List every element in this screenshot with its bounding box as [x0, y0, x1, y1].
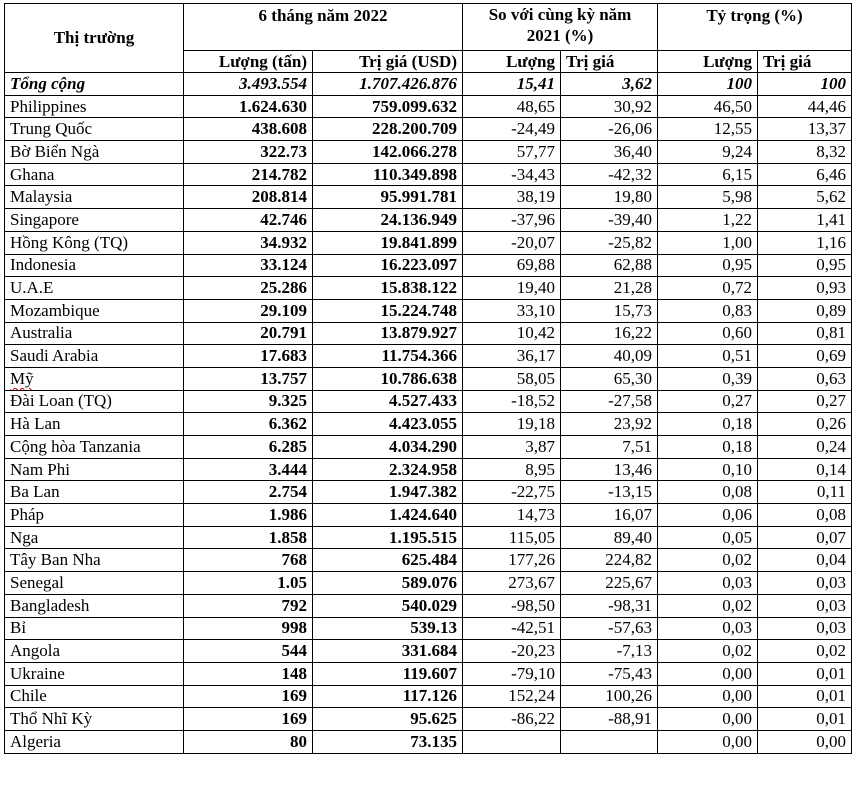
value-usd: 119.607	[313, 662, 463, 685]
change-volume: 10,42	[463, 322, 561, 345]
value-usd: 1.947.382	[313, 481, 463, 504]
volume-tons: 13.757	[184, 367, 313, 390]
table-row	[5, 572, 852, 595]
share-value: 0,02	[758, 640, 852, 663]
share-volume: 0,00	[658, 730, 758, 753]
table-row	[5, 504, 852, 527]
share-value: 0,24	[758, 436, 852, 459]
share-value: 0,03	[758, 594, 852, 617]
volume-tons: 20.791	[184, 322, 313, 345]
share-volume: 0,18	[658, 436, 758, 459]
share-volume: 0,83	[658, 299, 758, 322]
change-volume: -37,96	[463, 209, 561, 232]
value-usd: 11.754.366	[313, 345, 463, 368]
market-name: Algeria	[5, 730, 184, 753]
market-name: Australia	[5, 322, 184, 345]
market-name	[5, 367, 184, 390]
change-value: -39,40	[561, 209, 658, 232]
table-row	[5, 186, 852, 209]
share-value: 0,63	[758, 367, 852, 390]
change-volume: 19,18	[463, 413, 561, 436]
value-usd: 331.684	[313, 640, 463, 663]
total-change-volume: 15,41	[463, 73, 561, 96]
table-row	[5, 436, 852, 459]
value-usd: 16.223.097	[313, 254, 463, 277]
table-row	[5, 118, 852, 141]
change-value: 62,88	[561, 254, 658, 277]
share-volume: 9,24	[658, 141, 758, 164]
market-name: Philippines	[5, 95, 184, 118]
share-volume: 0,06	[658, 504, 758, 527]
volume-tons: 6.362	[184, 413, 313, 436]
table-row	[5, 413, 852, 436]
header-compare-value: Trị giá	[561, 51, 658, 73]
share-volume: 5,98	[658, 186, 758, 209]
volume-tons: 998	[184, 617, 313, 640]
volume-tons: 34.932	[184, 231, 313, 254]
change-value: 21,28	[561, 277, 658, 300]
value-usd: 228.200.709	[313, 118, 463, 141]
table-row	[5, 367, 852, 390]
volume-tons: 2.754	[184, 481, 313, 504]
change-value: -88,91	[561, 708, 658, 731]
value-usd: 540.029	[313, 594, 463, 617]
share-value: 0,03	[758, 617, 852, 640]
market-name: Ukraine	[5, 662, 184, 685]
share-volume: 0,02	[658, 594, 758, 617]
volume-tons: 1.624.630	[184, 95, 313, 118]
change-value: 30,92	[561, 95, 658, 118]
value-usd: 625.484	[313, 549, 463, 572]
change-volume: 115,05	[463, 526, 561, 549]
market-name: Hà Lan	[5, 413, 184, 436]
share-volume: 0,18	[658, 413, 758, 436]
table-row	[5, 390, 852, 413]
value-usd: 1.195.515	[313, 526, 463, 549]
share-value: 0,26	[758, 413, 852, 436]
share-volume: 0,10	[658, 458, 758, 481]
change-value: -27,58	[561, 390, 658, 413]
change-value: 36,40	[561, 141, 658, 164]
volume-tons: 169	[184, 708, 313, 731]
table-row	[5, 594, 852, 617]
change-value: 7,51	[561, 436, 658, 459]
change-value: 15,73	[561, 299, 658, 322]
market-name: Saudi Arabia	[5, 345, 184, 368]
share-value: 0,14	[758, 458, 852, 481]
value-usd: 142.066.278	[313, 141, 463, 164]
market-name: Đài Loan (TQ)	[5, 390, 184, 413]
value-usd: 2.324.958	[313, 458, 463, 481]
header-compare: So với cùng kỳ năm 2021 (%)	[463, 4, 658, 51]
header-value-usd: Trị giá (USD)	[313, 51, 463, 73]
market-name: Trung Quốc	[5, 118, 184, 141]
table-row	[5, 640, 852, 663]
volume-tons: 214.782	[184, 163, 313, 186]
market-name: Angola	[5, 640, 184, 663]
share-value: 0,04	[758, 549, 852, 572]
value-usd: 24.136.949	[313, 209, 463, 232]
volume-tons: 9.325	[184, 390, 313, 413]
value-usd: 73.135	[313, 730, 463, 753]
share-volume: 0,02	[658, 549, 758, 572]
market-name: Bangladesh	[5, 594, 184, 617]
share-value: 0,27	[758, 390, 852, 413]
change-value: -13,15	[561, 481, 658, 504]
change-value: 23,92	[561, 413, 658, 436]
volume-tons: 3.444	[184, 458, 313, 481]
share-value: 0,00	[758, 730, 852, 753]
table-row	[5, 458, 852, 481]
value-usd: 4.527.433	[313, 390, 463, 413]
volume-tons: 33.124	[184, 254, 313, 277]
table-row	[5, 163, 852, 186]
share-volume: 0,39	[658, 367, 758, 390]
header-share-value: Trị giá	[758, 51, 852, 73]
share-value: 0,81	[758, 322, 852, 345]
change-volume: -79,10	[463, 662, 561, 685]
table-row	[5, 730, 852, 753]
change-volume: 273,67	[463, 572, 561, 595]
table-row	[5, 662, 852, 685]
change-volume: -18,52	[463, 390, 561, 413]
share-volume: 0,03	[658, 572, 758, 595]
header-period: 6 tháng năm 2022	[184, 4, 463, 51]
volume-tons: 792	[184, 594, 313, 617]
volume-tons: 1.858	[184, 526, 313, 549]
value-usd: 19.841.899	[313, 231, 463, 254]
change-value: 100,26	[561, 685, 658, 708]
share-volume: 0,00	[658, 662, 758, 685]
share-value: 13,37	[758, 118, 852, 141]
share-volume: 0,95	[658, 254, 758, 277]
volume-tons: 1.05	[184, 572, 313, 595]
change-value: 19,80	[561, 186, 658, 209]
change-volume: 33,10	[463, 299, 561, 322]
share-volume: 0,05	[658, 526, 758, 549]
volume-tons: 25.286	[184, 277, 313, 300]
change-value: -7,13	[561, 640, 658, 663]
change-volume: 152,24	[463, 685, 561, 708]
share-value: 6,46	[758, 163, 852, 186]
volume-tons: 438.608	[184, 118, 313, 141]
header-share: Tỷ trọng (%)	[658, 4, 852, 51]
share-value: 0,01	[758, 708, 852, 731]
market-name: Singapore	[5, 209, 184, 232]
value-usd: 4.034.290	[313, 436, 463, 459]
share-value: 5,62	[758, 186, 852, 209]
share-volume: 12,55	[658, 118, 758, 141]
change-value: 65,30	[561, 367, 658, 390]
share-volume: 0,72	[658, 277, 758, 300]
change-volume: -98,50	[463, 594, 561, 617]
market-name: Ghana	[5, 163, 184, 186]
change-volume: 177,26	[463, 549, 561, 572]
volume-tons: 6.285	[184, 436, 313, 459]
change-value: 16,07	[561, 504, 658, 527]
share-volume: 0,03	[658, 617, 758, 640]
total-value: 1.707.426.876	[313, 73, 463, 96]
market-name: Ba Lan	[5, 481, 184, 504]
table-row	[5, 254, 852, 277]
share-volume: 0,60	[658, 322, 758, 345]
total-share-value: 100	[758, 73, 852, 96]
table-row	[5, 209, 852, 232]
market-name: Mozambique	[5, 299, 184, 322]
value-usd: 95.625	[313, 708, 463, 731]
market-name: Senegal	[5, 572, 184, 595]
share-volume: 0,02	[658, 640, 758, 663]
value-usd: 539.13	[313, 617, 463, 640]
change-volume: 38,19	[463, 186, 561, 209]
value-usd: 589.076	[313, 572, 463, 595]
value-usd: 15.224.748	[313, 299, 463, 322]
value-usd: 1.424.640	[313, 504, 463, 527]
share-value: 8,32	[758, 141, 852, 164]
table-row	[5, 277, 852, 300]
volume-tons: 322.73	[184, 141, 313, 164]
share-volume: 0,27	[658, 390, 758, 413]
spellcheck-underline: Mỹ	[10, 368, 34, 388]
share-value: 0,08	[758, 504, 852, 527]
volume-tons: 80	[184, 730, 313, 753]
change-volume: 3,87	[463, 436, 561, 459]
change-value: -26,06	[561, 118, 658, 141]
share-volume: 0,00	[658, 708, 758, 731]
change-volume: -20,07	[463, 231, 561, 254]
total-change-value: 3,62	[561, 73, 658, 96]
change-volume: 69,88	[463, 254, 561, 277]
market-name: Tây Ban Nha	[5, 549, 184, 572]
share-value: 1,41	[758, 209, 852, 232]
change-volume: -20,23	[463, 640, 561, 663]
change-value: -57,63	[561, 617, 658, 640]
share-volume: 0,51	[658, 345, 758, 368]
share-volume: 1,00	[658, 231, 758, 254]
market-name: Malaysia	[5, 186, 184, 209]
market-name: U.A.E	[5, 277, 184, 300]
volume-tons: 17.683	[184, 345, 313, 368]
change-volume: 57,77	[463, 141, 561, 164]
value-usd: 117.126	[313, 685, 463, 708]
change-value: -42,32	[561, 163, 658, 186]
table-row	[5, 685, 852, 708]
change-volume	[463, 730, 561, 753]
volume-tons: 169	[184, 685, 313, 708]
change-volume: -86,22	[463, 708, 561, 731]
value-usd: 13.879.927	[313, 322, 463, 345]
table-row	[5, 708, 852, 731]
change-volume: -22,75	[463, 481, 561, 504]
change-volume: 14,73	[463, 504, 561, 527]
change-value: 16,22	[561, 322, 658, 345]
market-name: Cộng hòa Tanzania	[5, 436, 184, 459]
volume-tons: 42.746	[184, 209, 313, 232]
total-label: Tổng cộng	[5, 73, 184, 96]
change-volume: 36,17	[463, 345, 561, 368]
value-usd: 15.838.122	[313, 277, 463, 300]
table-row	[5, 549, 852, 572]
value-usd: 4.423.055	[313, 413, 463, 436]
change-value: 225,67	[561, 572, 658, 595]
change-value: -98,31	[561, 594, 658, 617]
market-name: Nga	[5, 526, 184, 549]
table-row	[5, 526, 852, 549]
table-row	[5, 481, 852, 504]
market-name: Thổ Nhĩ Kỳ	[5, 708, 184, 731]
table-row	[5, 299, 852, 322]
change-volume: 19,40	[463, 277, 561, 300]
table-row	[5, 141, 852, 164]
share-value: 0,01	[758, 662, 852, 685]
change-volume: 8,95	[463, 458, 561, 481]
total-row	[5, 73, 852, 96]
share-value: 0,89	[758, 299, 852, 322]
volume-tons: 544	[184, 640, 313, 663]
change-value: 13,46	[561, 458, 658, 481]
value-usd: 110.349.898	[313, 163, 463, 186]
change-volume: -34,43	[463, 163, 561, 186]
value-usd: 759.099.632	[313, 95, 463, 118]
header-market: Thị trường	[5, 4, 184, 73]
market-name: Hồng Kông (TQ)	[5, 231, 184, 254]
header-compare-volume: Lượng	[463, 51, 561, 73]
change-volume: 48,65	[463, 95, 561, 118]
value-usd: 95.991.781	[313, 186, 463, 209]
volume-tons: 29.109	[184, 299, 313, 322]
share-value: 44,46	[758, 95, 852, 118]
volume-tons: 768	[184, 549, 313, 572]
change-volume: -24,49	[463, 118, 561, 141]
market-name: Bờ Biển Ngà	[5, 141, 184, 164]
share-volume: 0,00	[658, 685, 758, 708]
header-volume-tons: Lượng (tấn)	[184, 51, 313, 73]
volume-tons: 148	[184, 662, 313, 685]
table-row	[5, 617, 852, 640]
share-volume: 6,15	[658, 163, 758, 186]
share-volume: 1,22	[658, 209, 758, 232]
share-volume: 0,08	[658, 481, 758, 504]
table-row	[5, 322, 852, 345]
total-volume: 3.493.554	[184, 73, 313, 96]
share-volume: 46,50	[658, 95, 758, 118]
share-value: 0,01	[758, 685, 852, 708]
change-value: -75,43	[561, 662, 658, 685]
change-volume: 58,05	[463, 367, 561, 390]
share-value: 0,03	[758, 572, 852, 595]
table-row	[5, 231, 852, 254]
volume-tons: 1.986	[184, 504, 313, 527]
market-name: Bỉ	[5, 617, 184, 640]
change-value: 40,09	[561, 345, 658, 368]
table-row	[5, 345, 852, 368]
header-share-volume: Lượng	[658, 51, 758, 73]
share-value: 0,69	[758, 345, 852, 368]
value-usd: 10.786.638	[313, 367, 463, 390]
share-value: 0,93	[758, 277, 852, 300]
change-value: 224,82	[561, 549, 658, 572]
change-volume: -42,51	[463, 617, 561, 640]
market-name: Pháp	[5, 504, 184, 527]
share-value: 0,07	[758, 526, 852, 549]
share-value: 1,16	[758, 231, 852, 254]
market-name: Chile	[5, 685, 184, 708]
market-name: Nam Phi	[5, 458, 184, 481]
market-name: Indonesia	[5, 254, 184, 277]
change-value	[561, 730, 658, 753]
change-value: 89,40	[561, 526, 658, 549]
market-table	[4, 3, 852, 754]
share-value: 0,11	[758, 481, 852, 504]
share-value: 0,95	[758, 254, 852, 277]
total-share-volume: 100	[658, 73, 758, 96]
volume-tons: 208.814	[184, 186, 313, 209]
change-value: -25,82	[561, 231, 658, 254]
table-row	[5, 95, 852, 118]
